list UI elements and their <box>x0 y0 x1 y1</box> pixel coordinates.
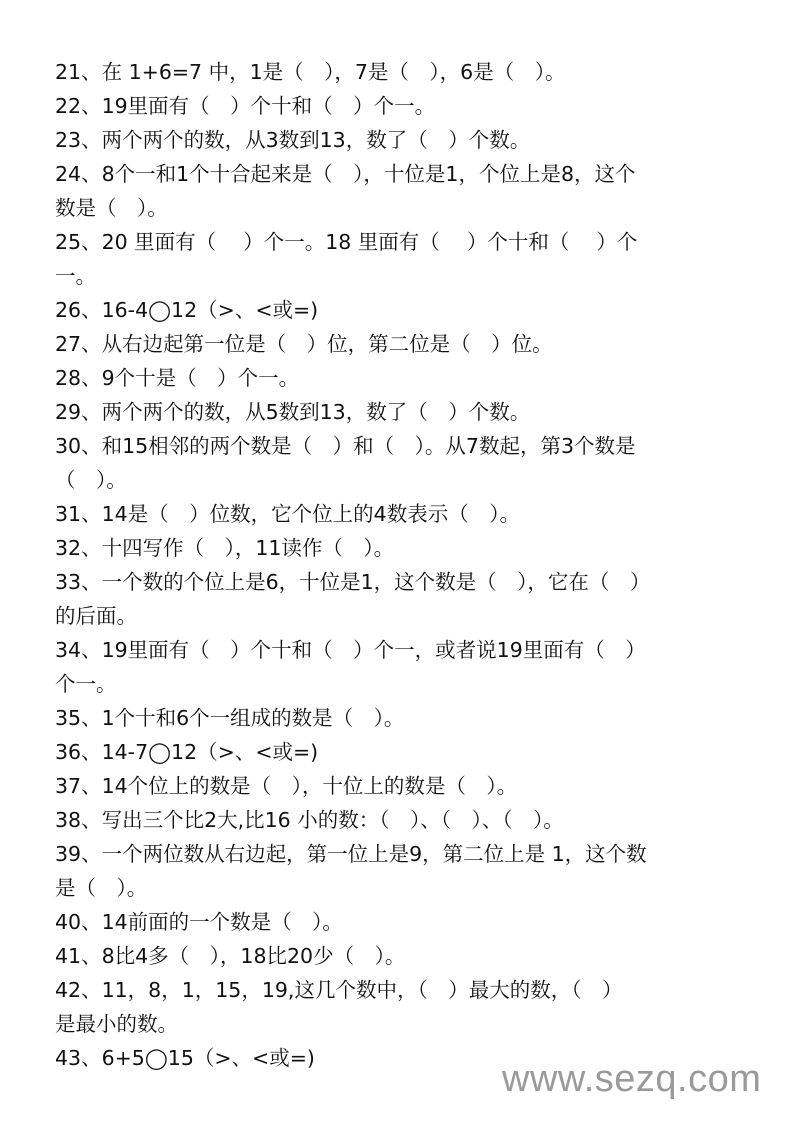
question-25-cont: 一。 <box>55 264 96 288</box>
question-33-cont: 的后面。 <box>55 604 137 628</box>
watermark: www.sezq.com <box>502 1058 762 1100</box>
question-31: 31、14是（ ）位数，它个位上的4数表示（ ）。 <box>55 502 520 526</box>
question-37: 37、14个位上的数是（ ），十位上的数是（ ）。 <box>55 774 518 798</box>
question-29: 29、两个两个的数，从5数到13，数了（ ）个数。 <box>55 400 531 424</box>
question-32: 32、十四写作（ ），11读作（ ）。 <box>55 536 395 560</box>
question-42-cont: 是最小的数。 <box>55 1012 178 1036</box>
question-26: 26、16-4◯12（>、<或=) <box>55 298 319 322</box>
question-43: 43、6+5◯15（>、<或=) <box>55 1046 315 1070</box>
question-39-cont: 是（ ）。 <box>55 876 148 900</box>
question-30: 30、和15相邻的两个数是（ ）和（ ）。从7数起，第3个数是 <box>55 434 636 458</box>
question-41: 41、8比4多（ ），18比20少（ ）。 <box>55 944 406 968</box>
question-22: 22、19里面有（ ）个十和（ ）个一。 <box>55 94 436 118</box>
question-42: 42、11，8，1，15，19,这几个数中，（ ）最大的数，（ ） <box>55 978 623 1002</box>
question-36: 36、14-7◯12（>、<或=) <box>55 740 319 764</box>
question-24: 24、8个一和1个十合起来是（ ），十位是1，个位上是8，这个 <box>55 162 636 186</box>
question-27: 27、从右边起第一位是（ ）位，第二位是（ ）位。 <box>55 332 553 356</box>
question-34: 34、19里面有（ ）个十和（ ）个一，或者说19里面有（ ） <box>55 638 646 662</box>
question-40: 40、14前面的一个数是（ ）。 <box>55 910 343 934</box>
question-35: 35、1个十和6个一组成的数是（ ）。 <box>55 706 405 730</box>
question-21: 21、在 1+6=7 中，1是（ ），7是（ ），6是（ ）。 <box>55 60 566 84</box>
question-list <box>55 55 755 1075</box>
question-38: 38、写出三个比2大,比16 小的数：（ ）、（ ）、（ ）。 <box>55 808 564 832</box>
question-24-cont: 数是（ ）。 <box>55 196 168 220</box>
question-33: 33、一个数的个位上是6，十位是1，这个数是（ ），它在（ ） <box>55 570 651 594</box>
question-30-cont: （ ）。 <box>55 468 127 492</box>
question-39: 39、一个两位数从右边起，第一位上是9，第二位上是 1，这个数 <box>55 842 647 866</box>
question-25: 25、20 里面有（ ）个一。18 里面有（ ）个十和（ ）个 <box>55 230 638 254</box>
question-28: 28、9个十是（ ）个一。 <box>55 366 300 390</box>
question-23: 23、两个两个的数，从3数到13，数了（ ）个数。 <box>55 128 531 152</box>
question-34-cont: 个一。 <box>55 672 117 696</box>
